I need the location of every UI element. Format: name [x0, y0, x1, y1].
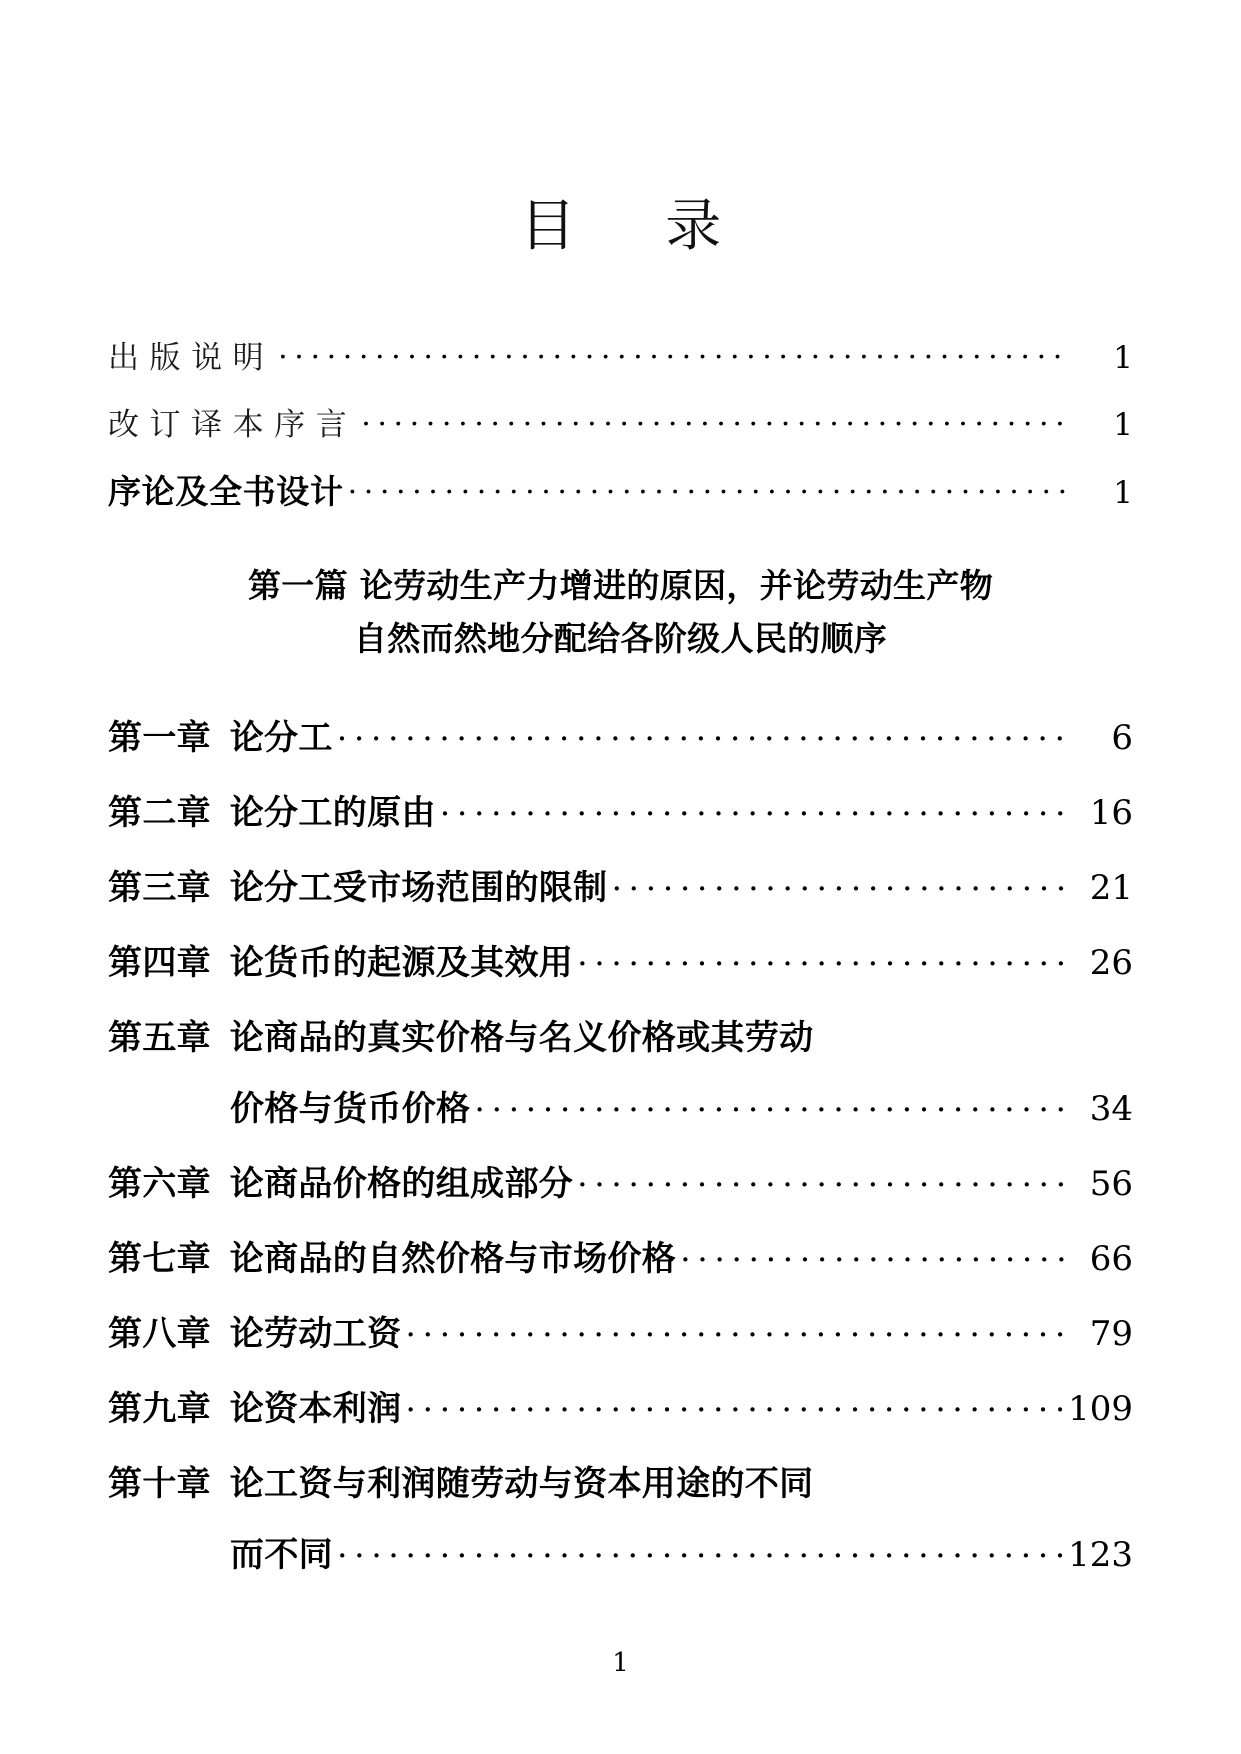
page-title: 目 录 [519, 194, 739, 259]
chapter-number: 第五章 [108, 1017, 212, 1058]
toc-entry-chapter-10[interactable] [108, 1456, 1133, 1505]
entry-label: 序论及全书设计 [108, 471, 344, 511]
chapter-label [108, 1456, 814, 1505]
chapter-title: 论商品价格的组成部分 [229, 1163, 574, 1204]
dot-leader [278, 352, 1071, 368]
chapter-title: 论分工的原由 [229, 792, 436, 833]
chapter-title: 论劳动工资 [229, 1313, 402, 1354]
dot-leader [577, 1179, 1065, 1195]
chapter-title-continuation: 而不同 [230, 1534, 334, 1575]
dot-leader [577, 958, 1065, 974]
chapter-number: 第九章 [108, 1388, 212, 1429]
dot-leader [337, 733, 1065, 749]
toc-entry-revised-translation-preface[interactable] [108, 399, 1133, 444]
chapter-number: 第七章 [108, 1238, 212, 1279]
chapter-number: 第四章 [108, 942, 212, 983]
toc-entry-chapter-3[interactable] [108, 860, 1133, 909]
dot-leader [405, 1329, 1065, 1345]
dot-leader [348, 487, 1071, 503]
toc-entry-chapter-1[interactable] [108, 710, 1133, 759]
chapter-label [108, 1306, 401, 1355]
toc-entry-introduction-and-plan[interactable] [108, 466, 1133, 513]
front-matter-list [108, 332, 1133, 513]
chapter-title: 论商品的真实价格与名义价格或其劳动 [229, 1017, 814, 1058]
chapter-number: 第十章 [108, 1463, 212, 1504]
toc-entry-chapter-10-continuation[interactable] [108, 1527, 1133, 1576]
page-folio-number: 1 [612, 1648, 629, 1678]
part-heading-line-1: 第一篇 论劳动生产力增进的原因，并论劳动生产物 [247, 565, 994, 605]
chapter-list [108, 710, 1133, 1576]
toc-entry-chapter-6[interactable] [108, 1156, 1133, 1205]
toc-entry-chapter-2[interactable] [108, 785, 1133, 834]
chapter-label [108, 1231, 676, 1280]
toc-entry-chapter-5-continuation[interactable] [108, 1081, 1133, 1130]
part-heading-line-2: 自然而然地分配给各阶级人民的顺序 [353, 619, 888, 659]
chapter-label [108, 1156, 573, 1205]
chapter-label [108, 1010, 814, 1059]
entry-page-number: 1 [1113, 406, 1133, 443]
chapter-page-number: 21 [1089, 867, 1133, 908]
chapter-number: 第一章 [108, 717, 212, 758]
entry-page-number: 1 [1113, 474, 1133, 511]
entry-page-number: 1 [1113, 339, 1133, 376]
chapter-label [108, 935, 573, 984]
chapter-title: 论资本利润 [229, 1388, 402, 1429]
toc-entry-chapter-8[interactable] [108, 1306, 1133, 1355]
chapter-page-number: 79 [1089, 1313, 1133, 1354]
dot-leader [818, 1479, 1066, 1495]
dot-leader [611, 883, 1065, 899]
chapter-number: 第三章 [108, 867, 212, 908]
chapter-title: 论分工 [229, 717, 333, 758]
dot-leader [405, 1404, 1062, 1420]
part-heading-book-one [108, 559, 1133, 666]
dot-leader [440, 808, 1065, 824]
chapter-title-continuation: 价格与货币价格 [230, 1088, 471, 1129]
chapter-page-number: 26 [1089, 942, 1133, 983]
dot-leader [337, 1550, 1062, 1566]
chapter-label [108, 1381, 401, 1430]
toc-entry-publisher-note[interactable] [108, 332, 1133, 377]
dot-leader [680, 1254, 1065, 1270]
chapter-number: 第八章 [108, 1313, 212, 1354]
chapter-title: 论货币的起源及其效用 [229, 942, 574, 983]
dot-leader [818, 1033, 1066, 1049]
chapter-page-number: 123 [1068, 1534, 1133, 1575]
chapter-page-number: 16 [1089, 792, 1133, 833]
chapter-label [108, 860, 607, 909]
chapter-number: 第二章 [108, 792, 212, 833]
chapter-label [108, 785, 436, 834]
chapter-label [108, 710, 333, 759]
chapter-page-number: 109 [1068, 1388, 1133, 1429]
toc-entry-chapter-4[interactable] [108, 935, 1133, 984]
chapter-page-number: 66 [1089, 1238, 1133, 1279]
toc-entry-chapter-9[interactable] [108, 1381, 1133, 1430]
entry-label: 出版说明 [108, 339, 275, 376]
toc-entry-chapter-7[interactable] [108, 1231, 1133, 1280]
chapter-page-number: 56 [1089, 1163, 1133, 1204]
entry-label: 改订译本序言 [108, 406, 358, 443]
toc-entry-chapter-5[interactable] [108, 1010, 1133, 1059]
chapter-number: 第六章 [108, 1163, 212, 1204]
chapter-title: 论分工受市场范围的限制 [229, 867, 608, 908]
chapter-title: 论工资与利润随劳动与资本用途的不同 [229, 1463, 814, 1504]
chapter-page-number: 34 [1089, 1088, 1133, 1129]
dot-leader [361, 419, 1071, 435]
chapter-title: 论商品的自然价格与市场价格 [229, 1238, 677, 1279]
chapter-page-number: 6 [1111, 717, 1133, 758]
dot-leader [474, 1104, 1065, 1120]
